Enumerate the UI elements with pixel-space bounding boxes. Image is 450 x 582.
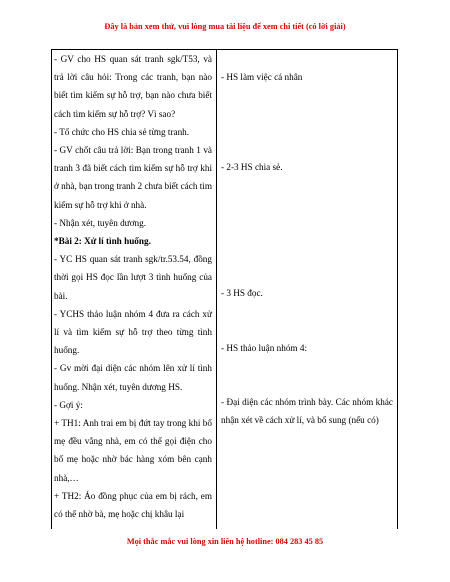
- teacher-activity-6: - YC HS quan sát tranh sgk/tr.53.54, đồng thời gọi HS đọc lần lượt 3 tình huống của bài.: [54, 254, 212, 301]
- lesson-table: [51, 49, 398, 529]
- student-activity-1: - HS làm việc cá nhân: [221, 72, 303, 82]
- spacer: [221, 303, 393, 339]
- spacer: [221, 357, 393, 393]
- spacer: [221, 50, 393, 68]
- spacer: [221, 86, 393, 158]
- teacher-activity-2: - Tổ chức cho HS chia sẻ từng tranh.: [54, 126, 190, 137]
- spacer: [221, 176, 393, 284]
- teacher-activity-4: - Nhận xét, tuyên dương.: [54, 217, 146, 228]
- teacher-activity-11: + TH2: Áo đồng phục của em bị rách, em có thể nhờ bà, mẹ hoặc chị khâu lại: [54, 490, 212, 520]
- student-activity-2: - 2-3 HS chia sẻ.: [221, 162, 283, 173]
- teacher-activity-7: - YCHS thảo luận nhóm 4 đưa ra cách xử lí và tìm kiếm sự hỗ trợ theo từng tình huống.: [54, 308, 212, 356]
- teacher-activity-8: - Gv mời đại diện các nhóm lên xử lí tình huống. Nhận xét, tuyên dương HS.: [54, 363, 212, 392]
- student-activity-4: - HS thảo luận nhóm 4:: [221, 342, 307, 353]
- teacher-column: [54, 50, 212, 523]
- column-divider: [216, 50, 217, 529]
- preview-banner: Đây là bản xem thử, vui lòng mua tài liệu để xem chi tiết (có lời giải): [104, 22, 346, 31]
- student-activity-5: - Đại diện các nhóm trình bày. Các nhóm khác nhận xét về cách xử lí, và bổ sung (nếu có): [221, 396, 393, 426]
- teacher-activity-3: - GV chốt câu trả lời: Bạn trong tranh 1 và tranh 3 đã biết cách tìm kiếm sự hỗ trợ khi ở nhà, bạn trong tranh 2 chưa biết cách tìm kiếm sự hỗ trợ khi ở nhà.: [54, 145, 212, 210]
- teacher-activity-10: + TH1: Anh trai em bị đứt tay trong khi bố mẹ đều vắng nhà, em có thể gọi điện cho bố mẹ hoặc nhờ bác hàng xóm bên cạnh nhà,…: [54, 418, 212, 483]
- teacher-activity-1: - GV cho HS quan sát tranh sgk/T53, và trả lời câu hỏi: Trong các tranh, bạn nào biết tìm kiếm sự hỗ trợ, bạn nào chưa biết cách tìm kiếm sự hỗ trợ? Vì sao?: [54, 54, 212, 119]
- student-column: [221, 50, 393, 429]
- hotline-footer: Mọi thắc mắc vui lòng xin liên hệ hotline: 084 283 45 85: [126, 537, 324, 546]
- student-activity-3: - 3 HS đọc.: [221, 288, 263, 299]
- teacher-activity-9: - Gợi ý:: [54, 399, 83, 410]
- exercise-2-heading: *Bài 2: Xử lí tình huống.: [54, 236, 151, 247]
